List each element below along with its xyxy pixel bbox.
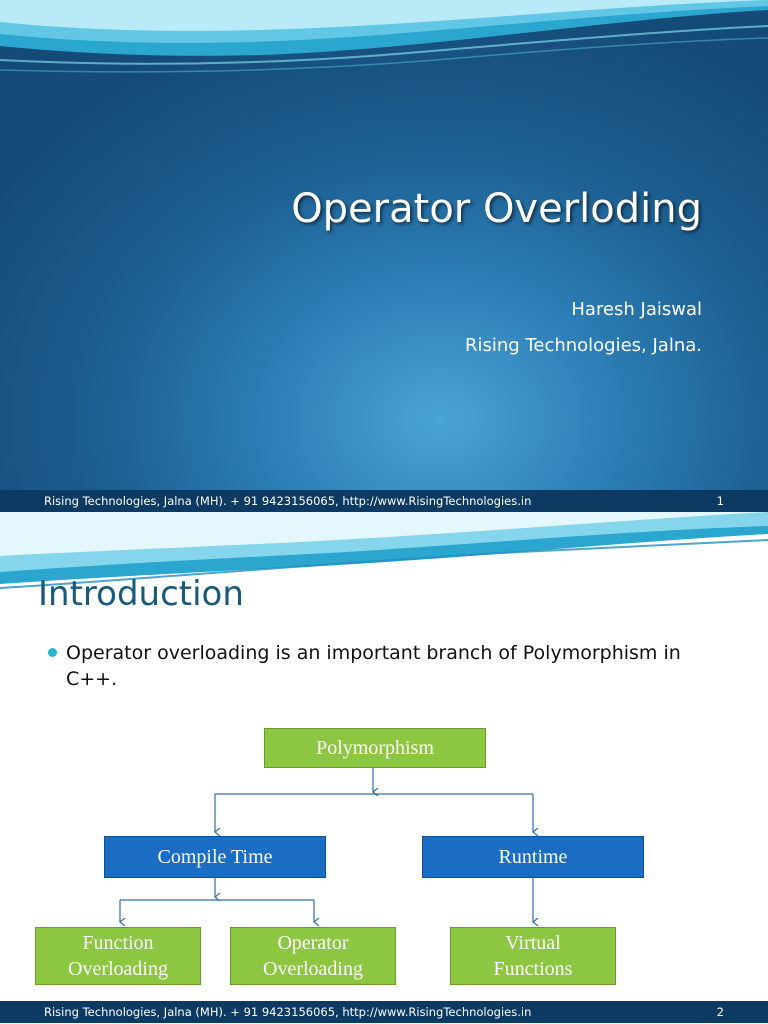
node-label-line2: Functions [493,958,573,980]
node-compile-time [104,836,326,878]
slide-footer [0,490,768,512]
node-runtime [422,836,644,878]
footer-text: Rising Technologies, Jalna (MH). + 91 9423156065, http://www.RisingTechnologies.in [44,1005,532,1019]
slide-subtitle [465,292,702,364]
slide-title: Operator Overloding [291,186,702,232]
introduction-slide [0,512,768,1001]
node-label: Polymorphism [316,737,434,759]
page-number: 2 [716,1005,724,1019]
slide-title: Introduction [38,574,244,614]
node-label: Compile Time [157,846,273,868]
node-label-line1: Operator [277,932,349,954]
slide-footer [0,1001,768,1023]
node-function-overloading [35,927,201,985]
bullet-text: Operator overloading is an important branch of Polymorphism in C++. [66,642,681,690]
node-label: Runtime [498,846,568,868]
node-label-line2: Overloading [68,958,168,980]
node-label-line1: Virtual [505,932,561,954]
node-virtual-functions [450,927,616,985]
page-number: 1 [716,494,724,508]
decorative-waves [0,0,768,90]
footer-text: Rising Technologies, Jalna (MH). + 91 9423156065, http://www.RisingTechnologies.in [44,494,532,508]
organization-name: Rising Technologies, Jalna. [464,335,702,356]
node-label-line1: Function [82,932,154,954]
node-label-line2: Overloading [263,958,363,980]
node-polymorphism [264,728,486,768]
author-name: Haresh Jaiswal [571,299,702,320]
title-slide [0,0,768,490]
node-operator-overloading [230,927,396,985]
